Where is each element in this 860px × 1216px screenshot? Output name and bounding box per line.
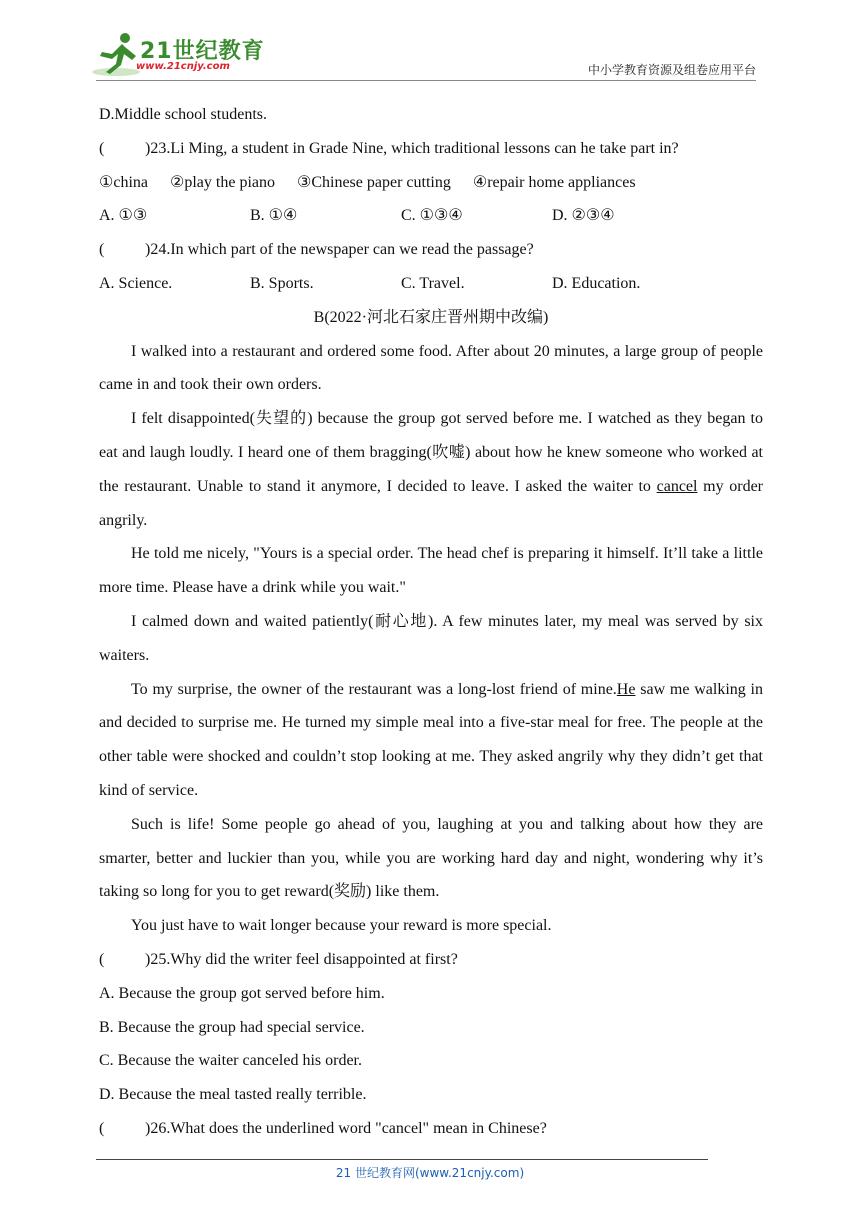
option-c: C. Travel. — [401, 274, 465, 292]
question-number: )26. — [145, 1119, 171, 1137]
passage-paragraph-1: I walked into a restaurant and ordered some food. After about 20 minutes, a large group of people came in and took their own orders. — [99, 342, 763, 394]
question-23 — [99, 132, 763, 166]
runner-logo-icon — [92, 32, 142, 78]
question-text: In which part of the newspaper can we read the passage? — [170, 241, 534, 259]
question-number: )24. — [145, 241, 171, 259]
q24-options — [99, 267, 763, 301]
choice-item: ②play the piano — [170, 173, 275, 191]
logo — [92, 30, 272, 80]
option-d: D. Education. — [552, 274, 641, 292]
q22-option-d: D.Middle school students. — [99, 106, 267, 123]
paragraph-text: To my surprise, the owner of the restaurant was a long-lost friend of mine. — [131, 680, 617, 698]
underlined-word-cancel: cancel — [656, 477, 698, 495]
choice-item: ③Chinese paper cutting — [296, 173, 451, 191]
underlined-word-he: He — [616, 680, 636, 698]
question-24 — [99, 233, 763, 267]
question-number: )25. — [145, 950, 171, 968]
passage-paragraph-4: I calmed down and waited patiently(耐心地). A few minutes later, my meal was served by six waiters. — [99, 612, 763, 664]
logo-url: www.21cnjy.com — [136, 61, 230, 72]
option-b: B. ①④ — [250, 207, 298, 225]
option-a: A. ①③ — [99, 207, 148, 225]
question-text: What does the underlined word "cancel" mean in Chinese? — [170, 1119, 547, 1137]
question-26 — [99, 1112, 763, 1146]
q23-options — [99, 199, 763, 233]
option-b: B. Sports. — [250, 274, 314, 292]
platform-title: 中小学教育资源及组卷应用平台 — [587, 63, 756, 77]
choice-item: ①china — [99, 173, 148, 191]
paragraph-text: saw me walking in and decided to surprise me. He turned my simple meal into a five-star meal for free. The people at the other table were shocked and couldn’t stop looking at me. They asked angrily why they didn’t get that kind of service. — [99, 680, 763, 799]
option-d: D. ②③④ — [552, 207, 615, 225]
section-heading: B(2022·河北石家庄晋州期中改编) — [313, 308, 549, 326]
document-body — [99, 98, 763, 1146]
answer-bracket: ( — [99, 950, 105, 968]
answer-bracket: ( — [99, 139, 105, 157]
option-a: A. Science. — [99, 274, 173, 292]
passage-paragraph-2 — [99, 402, 763, 537]
q23-choices — [99, 166, 763, 200]
passage-paragraph-3: He told me nicely, "Yours is a special order. The head chef is preparing it himself. It’ll take a little more time. Please have a drink while you wait." — [99, 545, 763, 597]
option-c: C. Because the waiter canceled his order. — [99, 1052, 362, 1070]
choice-item: ④repair home appliances — [472, 173, 636, 191]
passage-paragraph-7: You just have to wait longer because your reward is more special. — [131, 917, 552, 935]
answer-bracket: ( — [99, 241, 105, 259]
option-a: A. Because the group got served before him. — [99, 984, 385, 1002]
option-d: D. Because the meal tasted really terrible. — [99, 1086, 367, 1104]
question-25 — [99, 943, 763, 977]
passage-paragraph-5 — [99, 673, 763, 808]
answer-bracket: ( — [99, 1119, 105, 1137]
page-header — [0, 0, 860, 90]
header-divider — [96, 80, 756, 81]
passage-paragraph-6: Such is life! Some people go ahead of you, laughing at you and talking about how they are smarter, better and luckier than you, while you are working hard day and night, wondering why it’s taking so long for you to get reward(奖励) like them. — [99, 815, 763, 901]
paragraph-text: my order angrily. — [99, 477, 764, 529]
paragraph-text: I felt disappointed(失望的) because the group got served before me. I watched as they began to eat and laugh loudly. I heard one of them bragging(吹嘘) about how he knew someone who worked at the restaurant. Unable to stand it anymore, I decided to leave. I asked the waiter to — [99, 410, 763, 495]
logo-text: 21世纪教育 — [140, 39, 265, 64]
question-text: Li Ming, a student in Grade Nine, which traditional lessons can he take part in? — [170, 139, 679, 157]
question-number: )23. — [145, 139, 171, 157]
footer-divider — [96, 1159, 708, 1160]
question-text: Why did the writer feel disappointed at first? — [170, 950, 458, 968]
option-c: C. ①③④ — [401, 207, 463, 225]
footer-text: 21 世纪教育网(www.21cnjy.com) — [335, 1166, 525, 1180]
option-b: B. Because the group had special service. — [99, 1018, 365, 1036]
